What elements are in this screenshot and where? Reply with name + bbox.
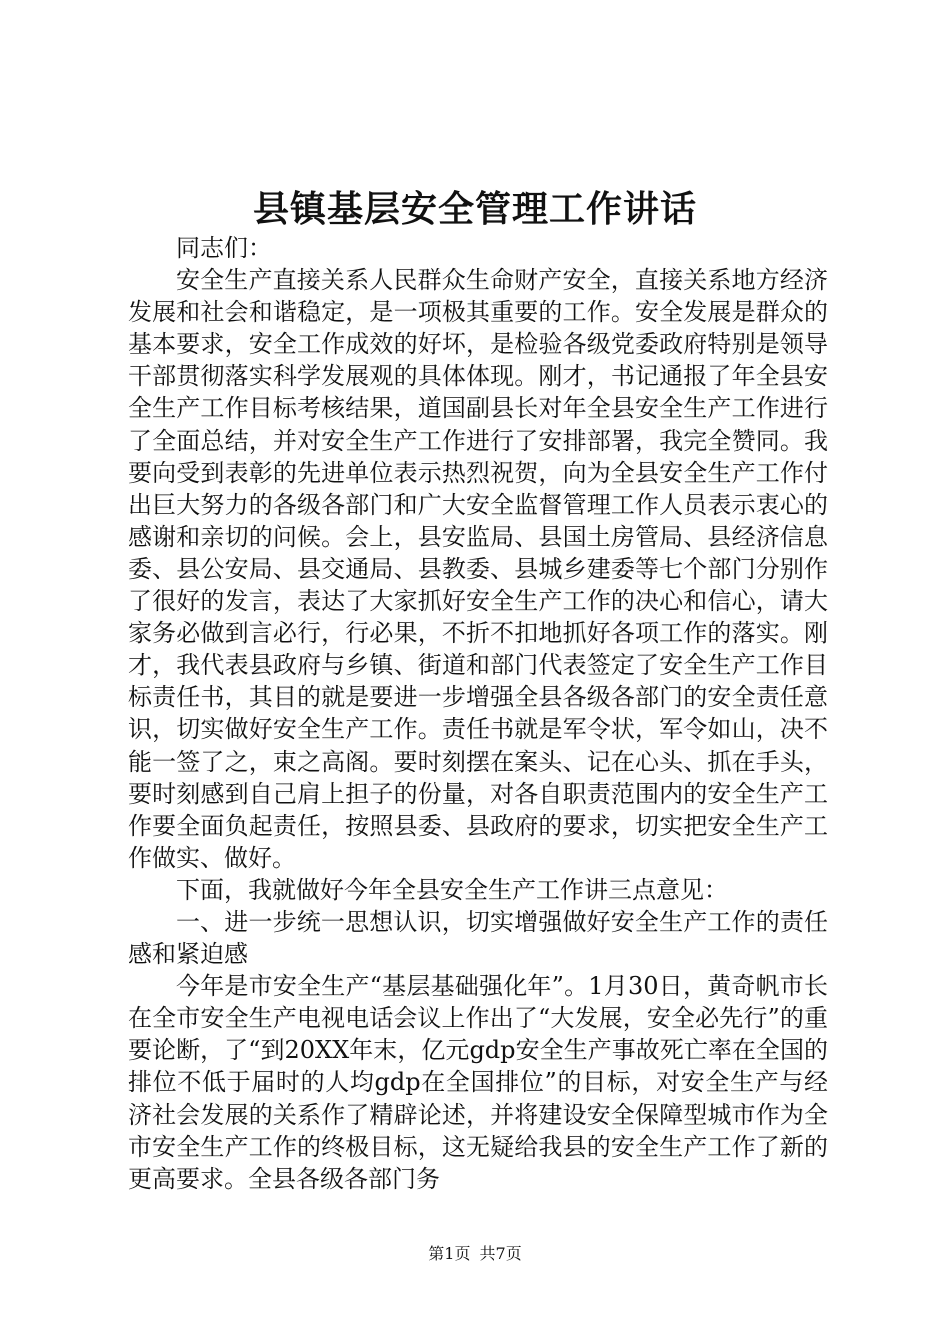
section-heading-1: 一、进一步统一思想认识，切实增强做好安全生产工作的责任感和紧迫感 [128,907,828,969]
intro-paragraph: 安全生产直接关系人民群众生命财产安全，直接关系地方经济发展和社会和谐稳定，是一项极其重要的工作。安全发展是群众的基本要求，安全工作成效的好坏，是检验各级党委政府特别是领导干部贯彻落实科学发展观的具体体现。刚才，书记通报了年全县安全生产工作目标考核结果，道国副县长对年全县安全生产工作进行了全面总结，并对安全生产工作进行了安排部署，我完全赞同。我要向受到表彰的先进单位表示热烈祝贺，向为全县安全生产工作付出巨大努力的各级各部门和广大安全监督管理工作人员表示衷心的感谢和亲切的问候。会上，县安监局、县国土房管局、县经济信息委、县公安局、县交通局、县教委、县城乡建委等七个部门分别作了很好的发言，表达了大家抓好安全生产工作的决心和信心，请大家务必做到言必行，行必果，不折不扣地抓好各项工作的落实。刚才，我代表县政府与乡镇、街道和部门代表签定了安全生产工作目标责任书，其目的就是要进一步增强全县各级各部门的安全责任意识，切实做好安全生产工作。责任书就是军令状，军令如山，决不能一签了之，束之高阁。要时刻摆在案头、记在心头、抓在手头，要时刻感到自己肩上担子的份量，对各自职责范围内的安全生产工作要全面负起责任，按照县委、县政府的要求，切实把安全生产工作做实、做好。 [128,266,828,872]
outline-paragraph: 下面，我就做好今年全县安全生产工作讲三点意见： [176,875,728,904]
page-number: 第1页 [428,1244,471,1263]
document-body [128,232,828,1195]
page-footer [0,1244,950,1264]
document-title: 县镇基层安全管理工作讲话 [252,188,697,230]
salutation-paragraph: 同志们： [176,234,272,262]
page-total: 共7页 [479,1244,522,1263]
section-1-paragraph: 今年是市安全生产“基层基础强化年”。1月30日，黄奇帆市长在全市安全生产电视电话会议上作出了“大发展，安全必先行”的重要论断，了“到20XX年末，亿元gdp安全生产事故死亡率在全国的排位不低于届时的人均gdp在全国排位”的目标，对安全生产与经济社会发展的关系作了精辟论述，并将建设安全保障型城市作为全市安全生产工作的终极目标，这无疑给我县的安全生产工作了新的更高要求。全县各级各部门务 [128,972,828,1193]
